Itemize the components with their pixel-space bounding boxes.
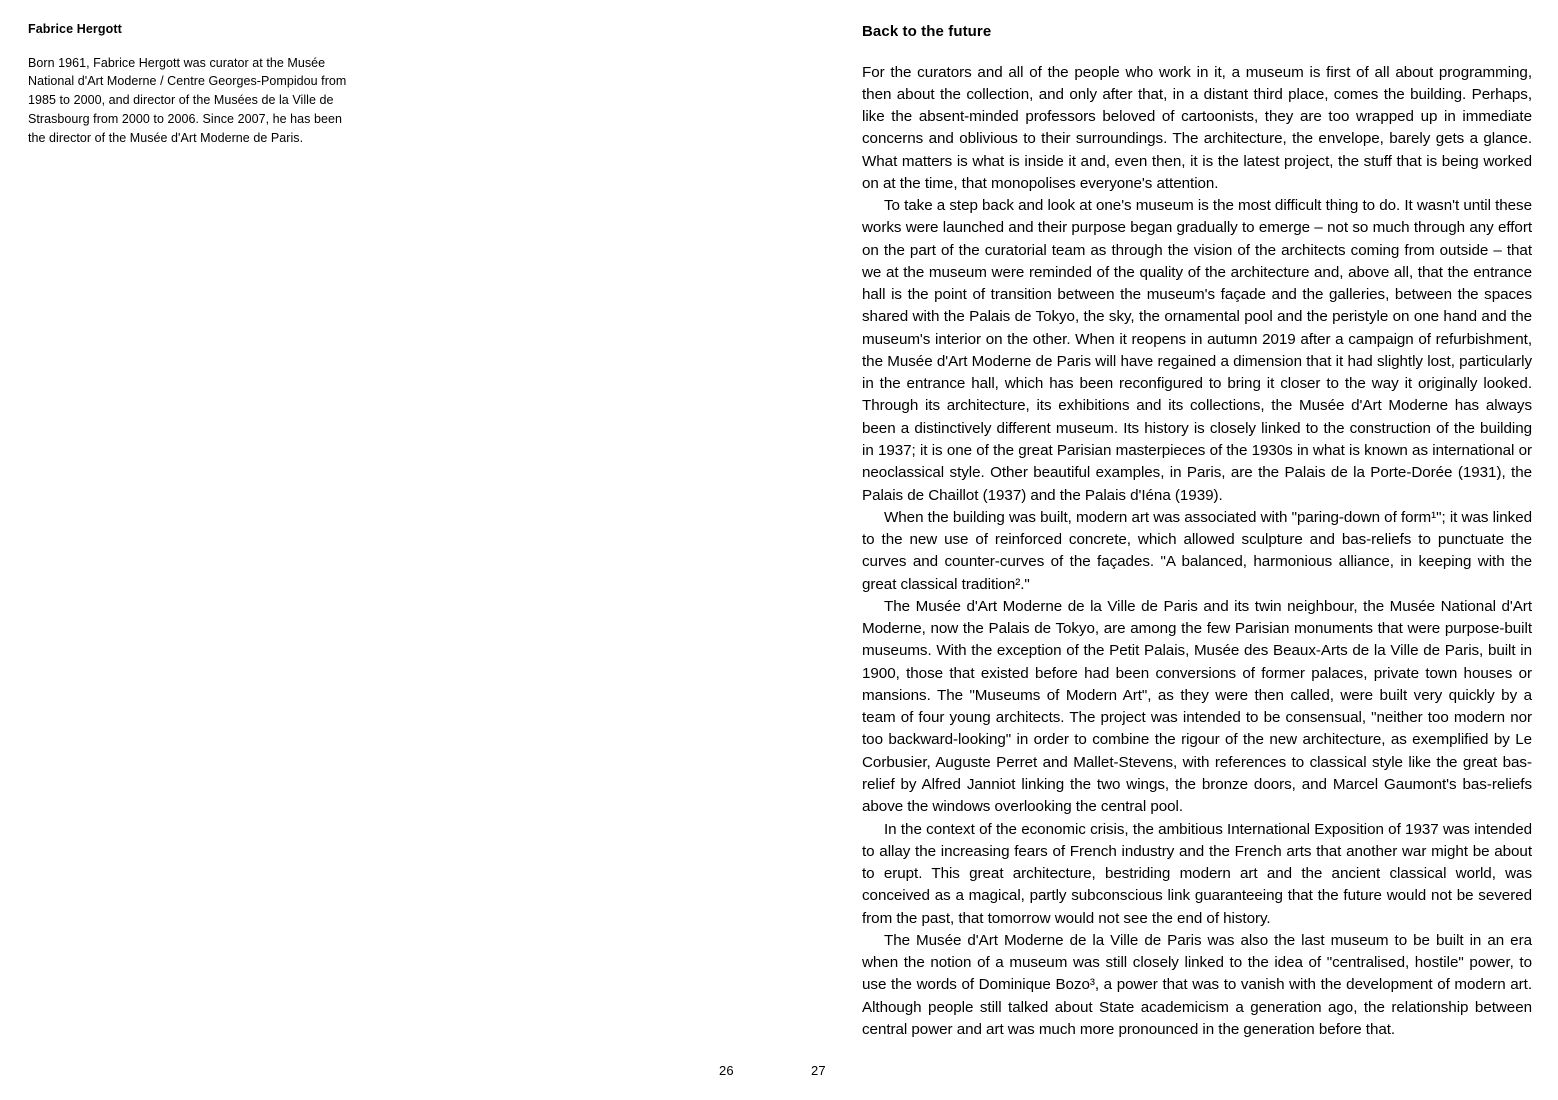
essay-paragraph: To take a step back and look at one's museum is the most difficult thing to do. It wasn't until these works were launched and their purpose began gradually to emerge – not so much through any effort on the part of the curatorial team as through the vision of the architects coming from outside – that we at the museum were reminded of the quality of the architecture and, above all, that the entrance hall is the point of transition between the museum's façade and the galleries, between the spaces shared with the Palais de Tokyo, the sky, the ornamental pool and the peristyle on one hand and the museum's interior on the other. When it reopens in autumn 2019 after a campaign of refurbishment, the Musée d'Art Moderne de Paris will have regained a dimension that it had slightly lost, particularly in the entrance hall, which has been reconfigured to bring it closer to the way it originally looked. Through its architecture, its exhibitions and its collections, the Musée d'Art Moderne has always been a distinctively different museum. Its history is closely linked to the construction of the building in 1937; it is one of the great Parisian masterpieces of the 1930s in what is known as international or neoclassical style. Other beautiful examples, in Paris, are the Palais de la Porte-Dorée (1931), the Palais de Chaillot (1937) and the Palais d'Iéna (1939). bbox=[862, 197, 1532, 504]
essay-paragraph: The Musée d'Art Moderne de la Ville de Paris was also the last museum to be built in an era when the notion of a museum was still closely linked to the idea of "centralised, hostile" power, to use the words of Dominique Bozo³, a power that was to vanish with the development of modern art. Although people still talked about State academicism a generation ago, the relationship between central power and art was much more pronounced in the generation before that. bbox=[862, 931, 1532, 1038]
essay-paragraph: In the context of the economic crisis, the ambitious International Exposition of 1937 was intended to allay the increasing fears of French industry and the French arts that another war might be about to erupt. This great architecture, bestriding modern art and the ancient classical world, was conceived as a magical, partly subconscious link guaranteeing that the future would not be severed from the past, that tomorrow would not see the end of history. bbox=[862, 820, 1532, 927]
essay-paragraph: For the curators and all of the people who work in it, a museum is first of all about programming, then about the collection, and only after that, in a distant third place, comes the building. Perhaps, like the absent-minded professors beloved of cartoonists, they are too wrapped up in immediate concerns and oblivious to their surroundings. The architecture, the envelope, barely gets a glance. What matters is what is inside it and, even then, it is the latest project, the stuff that is being worked on at the time, that monopolises everyone's attention. bbox=[862, 63, 1532, 192]
author-bio-text: Born 1961, Fabrice Hergott was curator at the Musée National d'Art Moderne / Centre Georges-Pompidou from 1985 to 2000, and director of the Musées de la Ville de Strasbourg from 2000 to 2006. Since 2007, he has been the director of the Musée d'Art Moderne de Paris. bbox=[28, 55, 347, 145]
page-number-right: 27 bbox=[811, 1063, 826, 1078]
essay-paragraph: When the building was built, modern art was associated with "paring-down of form¹"; it was linked to the new use of reinforced concrete, which allowed sculpture and bas-reliefs to punctuate the curves and counter-curves of the façades. "A balanced, harmonious alliance, in keeping with the great classical tradition²." bbox=[862, 508, 1532, 593]
essay-title: Back to the future bbox=[862, 23, 992, 40]
author-biography-block bbox=[28, 22, 358, 147]
author-name: Fabrice Hergott bbox=[28, 22, 122, 36]
essay-paragraph: The Musée d'Art Moderne de la Ville de Paris and its twin neighbour, the Musée National d'Art Moderne, now the Palais de Tokyo, are among the few Parisian monuments that were purpose-built museums. With the exception of the Petit Palais, Musée des Beaux-Arts de la Ville de Paris, built in 1900, those that existed before had been conversions of former palaces, private town houses or mansions. The "Museums of Modern Art", as they were then called, were built very quickly by a team of four young architects. The project was intended to be consensual, "neither too modern nor too backward-looking" in order to combine the rigour of the new architecture, as exemplified by Le Corbusier, Auguste Perret and Mallet-Stevens, with references to classical style like the great bas-relief by Alfred Janniot linking the two wings, the bronze doors, and Marcel Gaumont's bas-reliefs above the windows overlooking the central pool. bbox=[862, 597, 1532, 816]
essay-body bbox=[862, 62, 1532, 1042]
page-number-left: 26 bbox=[719, 1063, 734, 1078]
essay-block bbox=[862, 22, 1532, 1041]
